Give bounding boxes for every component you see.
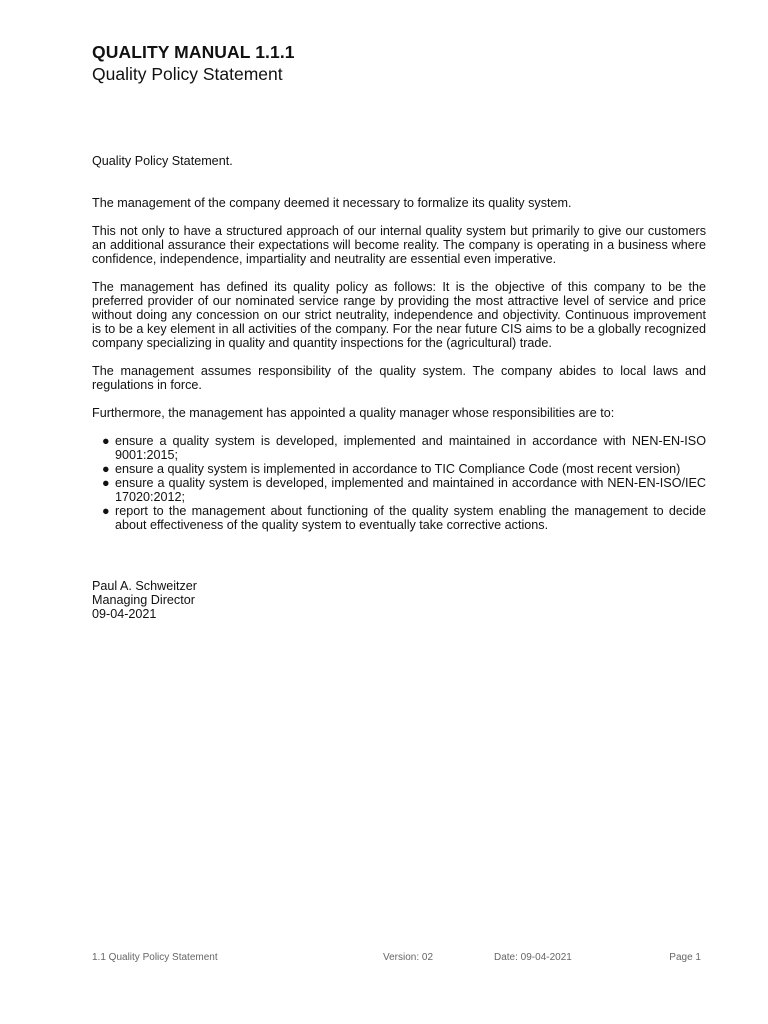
list-item-text: ensure a quality system is implemented in accordance to TIC Compliance Code (most recent version) (115, 462, 681, 476)
section-heading: Quality Policy Statement. (92, 154, 233, 168)
list-item-text: ensure a quality system is developed, implemented and maintained in accordance with NEN-EN-ISO/IEC 17020:2012; (115, 476, 706, 504)
bullet-icon: ● (102, 476, 110, 490)
paragraph: Furthermore, the management has appointed a quality manager whose responsibilities are to: (92, 406, 615, 420)
document-subtitle: Quality Policy Statement (92, 64, 283, 84)
signature-block (92, 579, 197, 621)
list-item (92, 462, 706, 476)
document-header (92, 41, 712, 85)
signatory-name: Paul A. Schweitzer (92, 579, 197, 593)
signatory-role: Managing Director (92, 593, 195, 607)
document-title: QUALITY MANUAL 1.1.1 (92, 42, 295, 62)
list-item (92, 504, 706, 532)
document-body (92, 154, 706, 532)
bullet-icon: ● (102, 462, 110, 476)
list-item (92, 476, 706, 504)
paragraph: The management of the company deemed it necessary to formalize its quality system. (92, 196, 572, 210)
footer-page-number: Page 1 (669, 952, 701, 963)
list-item-text: report to the management about functioning of the quality system enabling the management to decide about effectiveness of the quality system to eventually take corrective actions. (115, 504, 706, 532)
signature-date: 09-04-2021 (92, 607, 157, 621)
footer-version: Version: 02 (383, 952, 434, 963)
list-item-text: ensure a quality system is developed, implemented and maintained in accordance with NEN-EN-ISO 9001:2015; (115, 434, 706, 462)
paragraph: The management has defined its quality policy as follows: It is the objective of this company to be the preferred provider of our nominated service range by providing the most attractive level of service and price without doing any concession on our strict neutrality, independence and objectivity. Continuous improvement is to be a key element in all activities of the company. For the near future CIS aims to be a globally recognized company specializing in quality and quantity inspections for the (agricultural) trade. (92, 280, 706, 350)
responsibilities-list (92, 434, 706, 532)
bullet-icon: ● (102, 504, 110, 518)
list-item (92, 434, 706, 462)
paragraph: This not only to have a structured approach of our internal quality system but primarily to give our customers an additional assurance their expectations will become reality. The company is operating in a business where confidence, independence, impartiality and neutrality are essential even imperative. (92, 224, 706, 266)
bullet-icon: ● (102, 434, 110, 448)
paragraph: The management assumes responsibility of the quality system. The company abides to local laws and regulations in force. (92, 364, 706, 392)
footer-date: Date: 09-04-2021 (494, 952, 572, 963)
footer-document-name: 1.1 Quality Policy Statement (92, 952, 218, 963)
